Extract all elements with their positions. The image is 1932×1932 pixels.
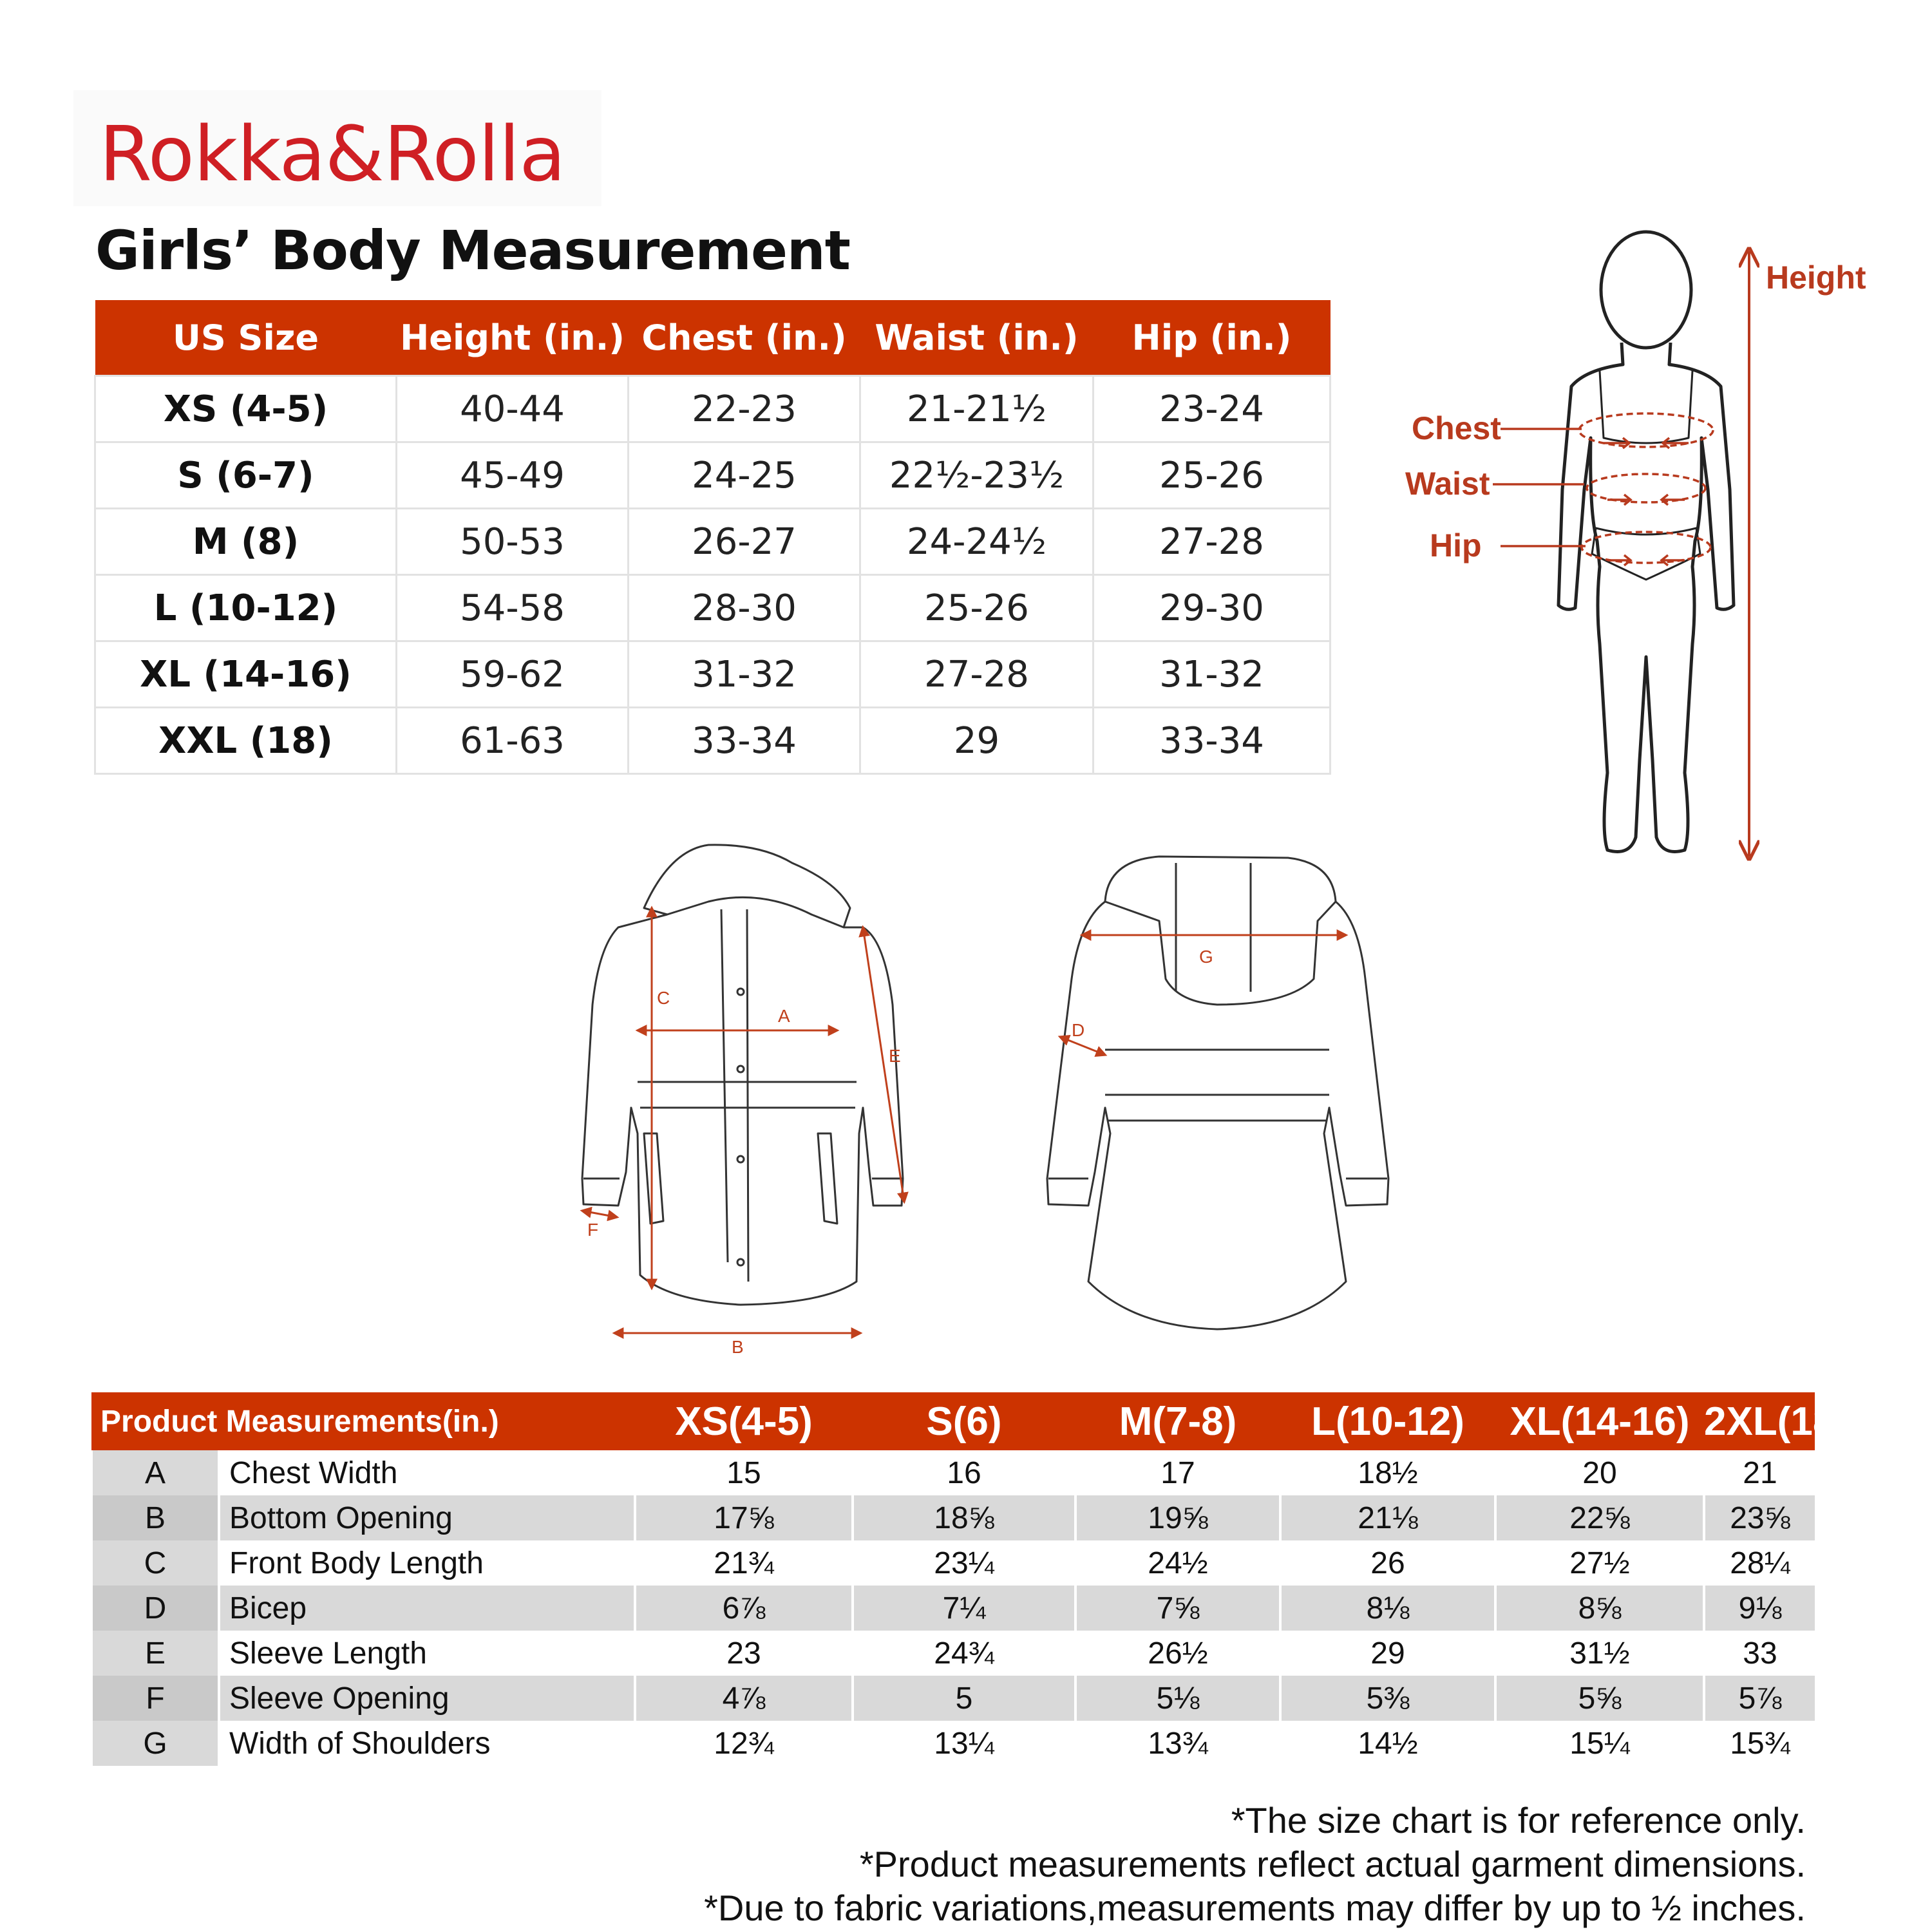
column-header: Height (in.) <box>397 300 629 376</box>
column-header: M(7-8) <box>1075 1392 1280 1450</box>
head-shape <box>1601 232 1691 348</box>
table-cell: 20 <box>1495 1450 1704 1495</box>
row-letter: B <box>91 1495 219 1540</box>
top-garment <box>1600 371 1692 443</box>
table-cell: 21 <box>1704 1450 1815 1495</box>
dim-f-label: F <box>587 1220 599 1240</box>
dim-c-label: C <box>657 988 670 1008</box>
waist-ring <box>1587 474 1705 502</box>
note-fabric-variation: *Due to fabric variations,measurements may differ by up to ½ inches. <box>704 1888 1806 1928</box>
hip-label: Hip <box>1430 527 1482 564</box>
hood-back <box>1105 857 1336 1005</box>
table-cell: 26 <box>1280 1540 1495 1586</box>
table-cell: 28¼ <box>1704 1540 1815 1586</box>
table-cell: 24½ <box>1075 1540 1280 1586</box>
table-cell: 12¾ <box>635 1721 853 1766</box>
row-letter: C <box>91 1540 219 1586</box>
table-cell: 17 <box>1075 1450 1280 1495</box>
table-row <box>91 1450 1815 1495</box>
page-title: Girls’ Body Measurement <box>95 219 850 282</box>
size-cell: XXL (18) <box>95 708 397 774</box>
measurement-name: Width of Shoulders <box>219 1721 635 1766</box>
table-cell: 31-32 <box>629 641 860 708</box>
dim-a-label: A <box>778 1006 790 1026</box>
table-cell: 15¼ <box>1495 1721 1704 1766</box>
table-cell: 40-44 <box>397 376 629 442</box>
table-cell: 17⅝ <box>635 1495 853 1540</box>
table-cell: 25-26 <box>1094 442 1331 509</box>
waist-label: Waist <box>1405 466 1490 502</box>
table-cell: 8⅝ <box>1495 1586 1704 1631</box>
column-header: XL(14-16) <box>1495 1392 1704 1450</box>
table-cell: 19⅝ <box>1075 1495 1280 1540</box>
waist-gather-back <box>1105 1095 1329 1121</box>
table-cell: 26-27 <box>629 509 860 575</box>
table-cell: 7¼ <box>853 1586 1075 1631</box>
column-header: Hip (in.) <box>1094 300 1331 376</box>
height-label: Height <box>1766 260 1866 296</box>
table-cell: 23¼ <box>853 1540 1075 1586</box>
table-cell: 21⅛ <box>1280 1495 1495 1540</box>
table-cell: 5⅜ <box>1280 1676 1495 1721</box>
measurement-name: Bottom Opening <box>219 1495 635 1540</box>
note-reference: *The size chart is for reference only. <box>1231 1800 1806 1841</box>
table-cell: 5⅛ <box>1075 1676 1280 1721</box>
column-header: S(6) <box>853 1392 1075 1450</box>
row-letter: G <box>91 1721 219 1766</box>
column-header: Product Measurements(in.) <box>91 1392 635 1450</box>
jacket-front-sketch <box>582 845 903 1305</box>
table-cell: 23-24 <box>1094 376 1331 442</box>
hip-ring <box>1582 532 1710 563</box>
column-header: XS(4-5) <box>635 1392 853 1450</box>
table-cell: 18½ <box>1280 1450 1495 1495</box>
table-cell: 6⅞ <box>635 1586 853 1631</box>
size-cell: XL (14-16) <box>95 641 397 708</box>
table-cell: 54-58 <box>397 575 629 641</box>
size-cell: XS (4-5) <box>95 376 397 442</box>
table-cell: 5⅞ <box>1704 1676 1815 1721</box>
table-cell: 22⅝ <box>1495 1495 1704 1540</box>
table-cell: 18⅝ <box>853 1495 1075 1540</box>
table-cell: 29 <box>860 708 1094 774</box>
measurement-name: Bicep <box>219 1586 635 1631</box>
table-cell: 22-23 <box>629 376 860 442</box>
size-cell: L (10-12) <box>95 575 397 641</box>
table-cell: 15 <box>635 1450 853 1495</box>
note-actual-dimensions: *Product measurements reflect actual garment dimensions. <box>859 1844 1806 1884</box>
chest-ring <box>1579 413 1713 447</box>
size-cell: S (6-7) <box>95 442 397 509</box>
table-cell: 16 <box>853 1450 1075 1495</box>
row-letter: F <box>91 1676 219 1721</box>
table-row <box>91 1586 1815 1631</box>
table-cell: 5⅝ <box>1495 1676 1704 1721</box>
measurement-name: Sleeve Opening <box>219 1676 635 1721</box>
table-cell: 23⅝ <box>1704 1495 1815 1540</box>
zip-placket <box>721 909 748 1282</box>
table-cell: 21-21½ <box>860 376 1094 442</box>
chest-label: Chest <box>1412 410 1501 446</box>
table-cell: 13¼ <box>853 1721 1075 1766</box>
table-cell: 7⅝ <box>1075 1586 1280 1631</box>
table-cell: 15¾ <box>1704 1721 1815 1766</box>
table-cell: 31-32 <box>1094 641 1331 708</box>
table-cell: 9⅛ <box>1704 1586 1815 1631</box>
column-header: 2XL(18) <box>1704 1392 1815 1450</box>
table-row <box>91 1631 1815 1676</box>
table-cell: 31½ <box>1495 1631 1704 1676</box>
table-row <box>91 1721 1815 1766</box>
table-cell: 61-63 <box>397 708 629 774</box>
brand-logo: Rokka&Rolla <box>99 109 565 198</box>
table-cell: 26½ <box>1075 1631 1280 1676</box>
dim-g-label: G <box>1199 947 1213 967</box>
table-cell: 23 <box>635 1631 853 1676</box>
table-cell: 27½ <box>1495 1540 1704 1586</box>
hip-arrows <box>1607 555 1685 565</box>
row-letter: D <box>91 1586 219 1631</box>
table-cell: 24-25 <box>629 442 860 509</box>
table-cell: 27-28 <box>1094 509 1331 575</box>
table-row <box>91 1495 1815 1540</box>
table-cell: 24-24½ <box>860 509 1094 575</box>
table-cell: 29 <box>1280 1631 1495 1676</box>
table-cell: 13¾ <box>1075 1721 1280 1766</box>
measurement-name: Sleeve Length <box>219 1631 635 1676</box>
table-header-row <box>91 1392 1815 1450</box>
dim-e-label: E <box>889 1046 901 1066</box>
column-header: Waist (in.) <box>860 300 1094 376</box>
row-letter: E <box>91 1631 219 1676</box>
table-row <box>91 1540 1815 1586</box>
body-front <box>582 914 903 1305</box>
dim-d-label: D <box>1072 1020 1085 1040</box>
table-cell: 8⅛ <box>1280 1586 1495 1631</box>
body-back <box>1047 902 1388 1329</box>
table-cell: 4⅞ <box>635 1676 853 1721</box>
table-cell: 14½ <box>1280 1721 1495 1766</box>
product-measurement-table <box>90 1392 1848 1766</box>
measurement-name: Chest Width <box>219 1450 635 1495</box>
table-cell: 27-28 <box>860 641 1094 708</box>
table-cell: 21¾ <box>635 1540 853 1586</box>
jacket-back-sketch <box>1047 857 1388 1329</box>
measurement-name: Front Body Length <box>219 1540 635 1586</box>
table-cell: 28-30 <box>629 575 860 641</box>
table-cell: 25-26 <box>860 575 1094 641</box>
size-cell: M (8) <box>95 509 397 575</box>
column-header: US Size <box>95 300 397 376</box>
table-row <box>91 1676 1815 1721</box>
row-letter: A <box>91 1450 219 1495</box>
dim-b-label: B <box>732 1337 744 1357</box>
pocket-right <box>818 1133 837 1224</box>
table-cell: 33 <box>1704 1631 1815 1676</box>
torso-shape <box>1558 343 1734 852</box>
column-header: Chest (in.) <box>629 300 860 376</box>
table-cell: 45-49 <box>397 442 629 509</box>
table-cell: 50-53 <box>397 509 629 575</box>
table-cell: 5 <box>853 1676 1075 1721</box>
hood-center <box>1176 863 1251 992</box>
table-cell: 22½-23½ <box>860 442 1094 509</box>
column-header: L(10-12) <box>1280 1392 1495 1450</box>
table-cell: 59-62 <box>397 641 629 708</box>
table-cell: 24¾ <box>853 1631 1075 1676</box>
table-cell: 33-34 <box>629 708 860 774</box>
pocket-left <box>644 1133 663 1224</box>
dim-f-line <box>582 1211 617 1217</box>
table-cell: 33-34 <box>1094 708 1331 774</box>
table-cell: 29-30 <box>1094 575 1331 641</box>
